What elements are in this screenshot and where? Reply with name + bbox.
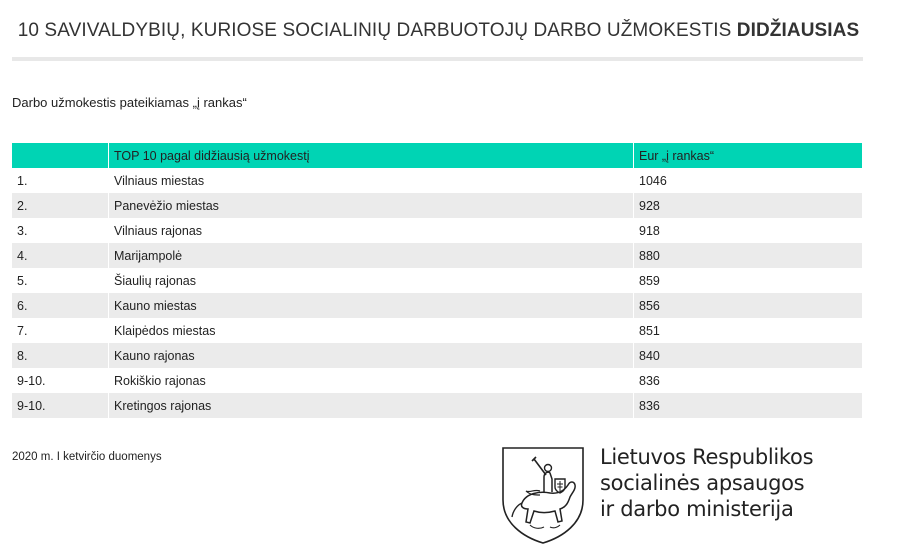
cell-municipality: Rokiškio rajonas: [109, 368, 634, 393]
table-row: [12, 293, 862, 318]
table-row: [12, 218, 862, 243]
cell-municipality: Šiaulių rajonas: [109, 268, 634, 293]
table-row: [12, 343, 862, 368]
cell-salary: 928: [634, 193, 863, 218]
ministry-name: [600, 444, 813, 522]
table-row: [12, 368, 862, 393]
cell-municipality: Vilniaus miestas: [109, 168, 634, 193]
table-row: [12, 318, 862, 343]
cell-salary: 859: [634, 268, 863, 293]
column-header-salary: Eur „į rankas“: [634, 143, 863, 168]
table-header-row: [12, 143, 862, 168]
cell-rank: 2.: [12, 193, 109, 218]
cell-rank: 9-10.: [12, 393, 109, 418]
ministry-name-line3: ir darbo ministerija: [600, 497, 794, 521]
page-title: [0, 20, 877, 42]
cell-rank: 9-10.: [12, 368, 109, 393]
cell-salary: 851: [634, 318, 863, 343]
column-header-rank: [12, 143, 109, 168]
cell-salary: 880: [634, 243, 863, 268]
cell-rank: 1.: [12, 168, 109, 193]
page-title-bold: DIDŽIAUSIAS: [736, 20, 860, 41]
cell-municipality: Klaipėdos miestas: [109, 318, 634, 343]
subtitle: Darbo užmokestis pateikiamas „į rankas“: [12, 95, 247, 110]
vytis-coat-of-arms-icon: [500, 445, 586, 545]
cell-salary: 836: [634, 393, 863, 418]
data-source-note: 2020 m. I ketvirčio duomenys: [12, 451, 162, 463]
cell-municipality: Kauno rajonas: [109, 343, 634, 368]
ministry-name-line1: Lietuvos Respublikos: [600, 445, 814, 469]
page-title-regular: 10 SAVIVALDYBIŲ, KURIOSE SOCIALINIŲ DARBUOTOJŲ DARBO UŽMOKESTIS: [17, 20, 737, 41]
coat-of-arms-logo: [500, 445, 586, 550]
cell-municipality: Marijampolė: [109, 243, 634, 268]
cell-municipality: Vilniaus rajonas: [109, 218, 634, 243]
cell-salary: 836: [634, 368, 863, 393]
cell-municipality: Panevėžio miestas: [109, 193, 634, 218]
cell-rank: 7.: [12, 318, 109, 343]
cell-rank: 3.: [12, 218, 109, 243]
cell-rank: 5.: [12, 268, 109, 293]
cell-municipality: Kretingos rajonas: [109, 393, 634, 418]
cell-salary: 840: [634, 343, 863, 368]
table-row: [12, 243, 862, 268]
cell-salary: 918: [634, 218, 863, 243]
cell-rank: 8.: [12, 343, 109, 368]
ministry-name-line2: socialinės apsaugos: [600, 471, 805, 495]
ranking-table: [12, 143, 862, 418]
cell-salary: 1046: [634, 168, 863, 193]
table-row: [12, 268, 862, 293]
table-row: [12, 193, 862, 218]
table-row: [12, 168, 862, 193]
cell-salary: 856: [634, 293, 863, 318]
cell-rank: 4.: [12, 243, 109, 268]
column-header-municipality: TOP 10 pagal didžiausią užmokestį: [109, 143, 634, 168]
title-divider: [12, 57, 863, 61]
cell-municipality: Kauno miestas: [109, 293, 634, 318]
table-row: [12, 393, 862, 418]
cell-rank: 6.: [12, 293, 109, 318]
